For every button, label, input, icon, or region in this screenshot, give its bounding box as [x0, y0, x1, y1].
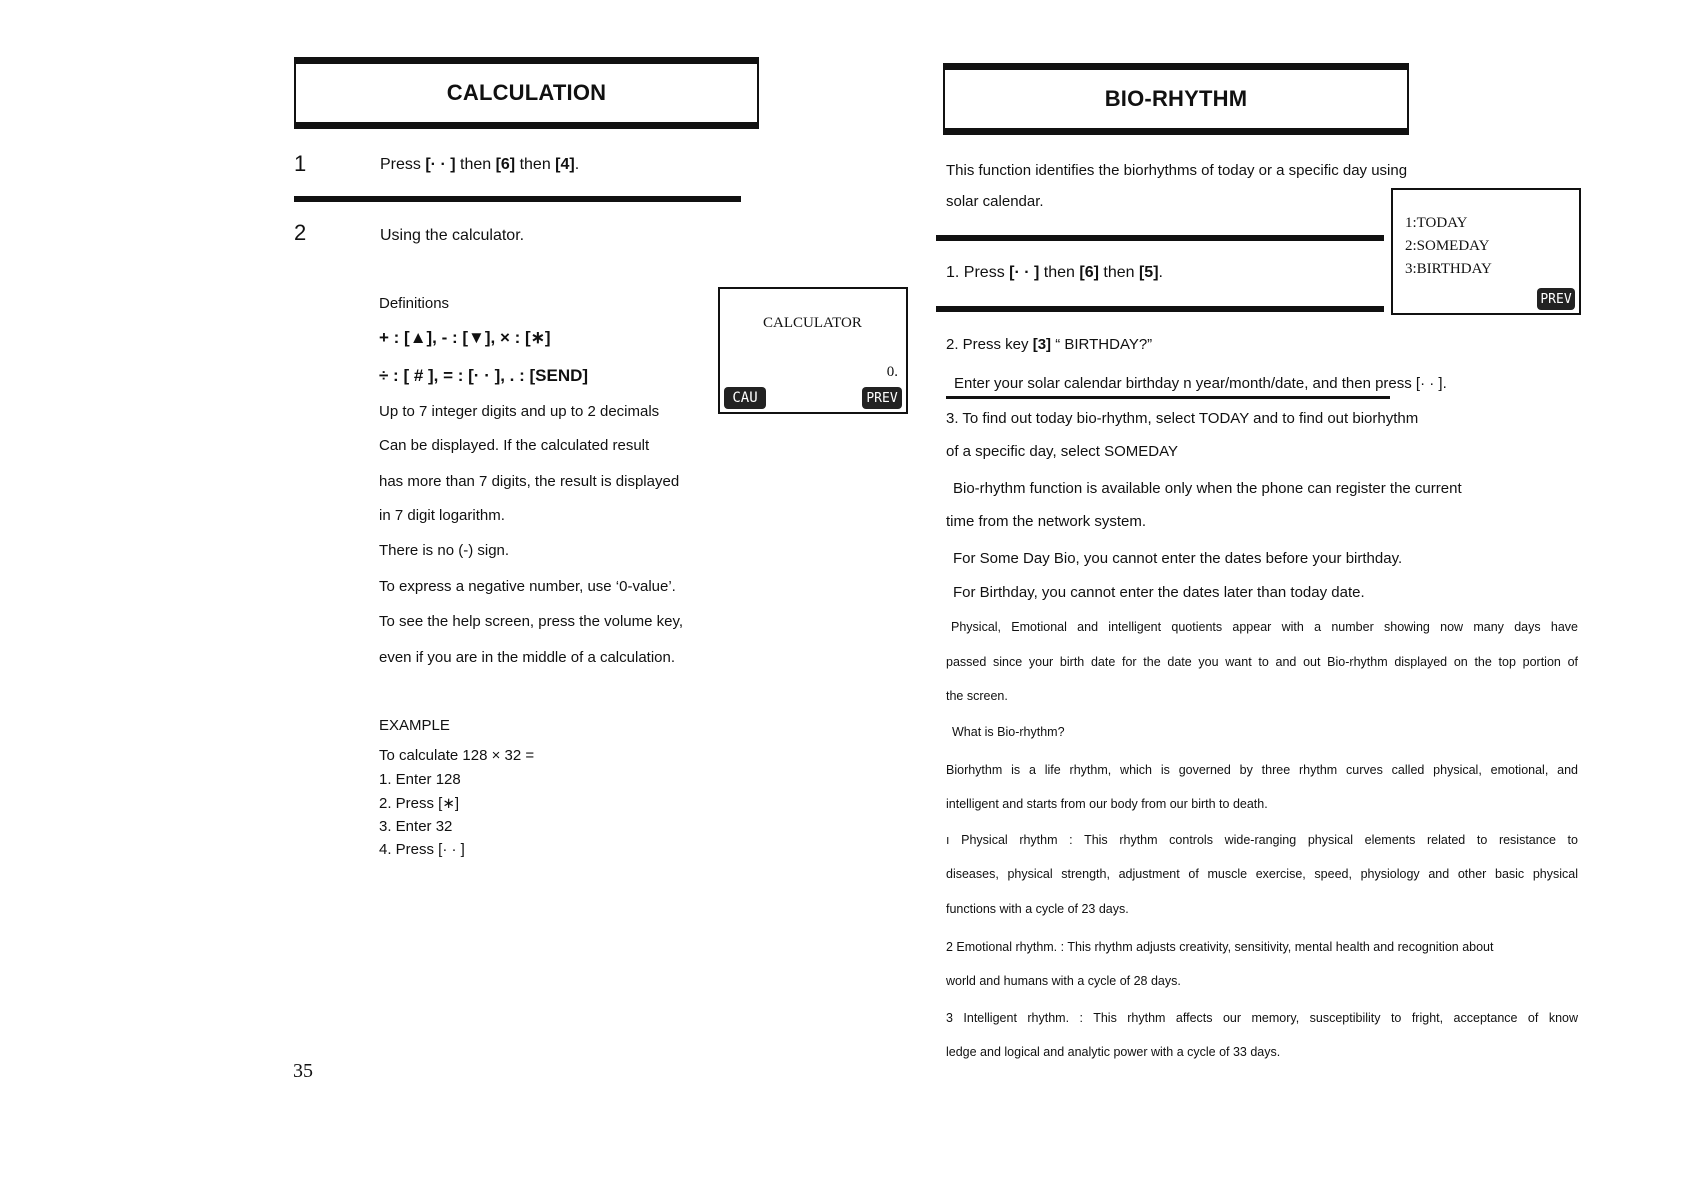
bio-step-3-line-2: of a specific day, select SOMEDAY [946, 443, 1179, 460]
step-2-underline [946, 396, 1390, 399]
definitions-heading: Definitions [379, 295, 450, 312]
bio-rhythm-title [943, 68, 1409, 130]
intro-line-2: solar calendar. [946, 193, 1044, 210]
note-3: For Birthday, you cannot enter the dates later than today date. [953, 584, 1365, 601]
example-line-1: To calculate 128 × 32 = [379, 747, 535, 764]
physical-rhythm-line-1: ı Physical rhythm : This rhythm controls wide-ranging physical elements related to resistance to [946, 833, 1578, 847]
step-1-text: Press [· · ] then [6] then [4]. [380, 156, 580, 173]
calculation-title-text: CALCULATION [446, 80, 607, 105]
body-line-8: even if you are in the middle of a calculation. [379, 649, 676, 666]
physical-rhythm-line-3: functions with a cycle of 23 days. [946, 902, 1129, 916]
definitions-line-2: ÷ : [ # ], = : [· · ], . : [SEND] [379, 366, 589, 385]
note-1-line-2: time from the network system. [946, 513, 1147, 530]
calculator-screen [718, 287, 908, 414]
step-1-number: 1 [294, 151, 307, 176]
bio-step-1: 1. Press [· · ] then [6] then [5]. [946, 264, 1163, 281]
menu-item-today: 1:TODAY [1405, 215, 1468, 231]
what-is-bio-rhythm: What is Bio-rhythm? [952, 725, 1065, 739]
calculator-display-value: 0. [886, 364, 898, 380]
note-1-line-1: Bio-rhythm function is available only when the phone can register the current [953, 480, 1462, 497]
example-line-2: 1. Enter 128 [379, 771, 461, 788]
intro-line-1: This function identifies the biorhythms of today or a specific day using [946, 162, 1408, 179]
bio-step-2: 2. Press key [3] “ BIRTHDAY?” [946, 336, 1153, 353]
bio-step-2-detail: Enter your solar calendar birthday n year/month/date, and then press [· · ]. [954, 375, 1447, 392]
body-line-4: in 7 digit logarithm. [379, 507, 505, 524]
example-line-4: 3. Enter 32 [379, 818, 453, 835]
calculator-screen-title: CALCULATOR [763, 315, 862, 331]
para-1-line-3: the screen. [946, 689, 1008, 703]
step-1-divider [936, 306, 1384, 312]
emotional-rhythm-line-2: world and humans with a cycle of 28 days. [946, 974, 1181, 988]
bio-rhythm-title-text: BIO-RHYTHM [1104, 86, 1248, 111]
menu-item-someday: 2:SOMEDAY [1405, 238, 1490, 254]
para-2-line-2: intelligent and starts from our body from our birth to death. [946, 797, 1268, 811]
example-line-3: 2. Press [∗] [379, 795, 460, 812]
step-2-number: 2 [294, 220, 307, 245]
para-2-line-1: Biorhythm is a life rhythm, which is governed by three rhythm curves called physical, emotional, and [946, 763, 1578, 777]
example-line-5: 4. Press [· · ] [379, 841, 465, 858]
bio-menu-screen [1391, 188, 1581, 315]
definitions-line-1: + : [▲], - : [▼], × : [∗] [379, 328, 551, 347]
intro-divider [936, 235, 1384, 241]
prev-softkey: PREV [862, 387, 902, 409]
step-divider [294, 196, 741, 202]
body-line-2: Can be displayed. If the calculated result [379, 437, 650, 454]
note-2: For Some Day Bio, you cannot enter the dates before your birthday. [953, 550, 1403, 567]
body-line-5: There is no (-) sign. [379, 542, 510, 559]
body-line-7: To see the help screen, press the volume key, [379, 613, 684, 630]
menu-item-birthday: 3:BIRTHDAY [1405, 261, 1492, 277]
page-number: 35 [293, 1060, 313, 1082]
example-heading: EXAMPLE [379, 717, 450, 734]
body-line-6: To express a negative number, use ‘0-value’. [379, 578, 676, 595]
intelligent-rhythm-line-1: 3 Intelligent rhythm. : This rhythm affects our memory, susceptibility to fright, acceptance of know [946, 1011, 1578, 1025]
para-1-line-2: passed since your birth date for the date you want to and out Bio-rhythm displayed on the top portion of [946, 655, 1578, 669]
emotional-rhythm-line-1: 2 Emotional rhythm. : This rhythm adjusts creativity, sensitivity, mental health and recognition about [946, 940, 1494, 954]
cau-softkey: CAU [724, 387, 766, 409]
calculation-title [294, 62, 759, 124]
step-2-text: Using the calculator. [380, 227, 525, 244]
intelligent-rhythm-line-2: ledge and logical and analytic power with a cycle of 33 days. [946, 1045, 1281, 1059]
menu-prev-softkey: PREV [1537, 288, 1575, 310]
body-line-3: has more than 7 digits, the result is displayed [379, 473, 680, 490]
physical-rhythm-line-2: diseases, physical strength, adjustment of muscle exercise, speed, physiology and other basic physical [946, 867, 1578, 881]
body-line-1: Up to 7 integer digits and up to 2 decimals [379, 403, 660, 420]
para-1-line-1: Physical, Emotional and intelligent quotients appear with a number showing now many days have [951, 620, 1578, 634]
bio-step-3-line-1: 3. To find out today bio-rhythm, select TODAY and to find out biorhythm [946, 410, 1419, 427]
